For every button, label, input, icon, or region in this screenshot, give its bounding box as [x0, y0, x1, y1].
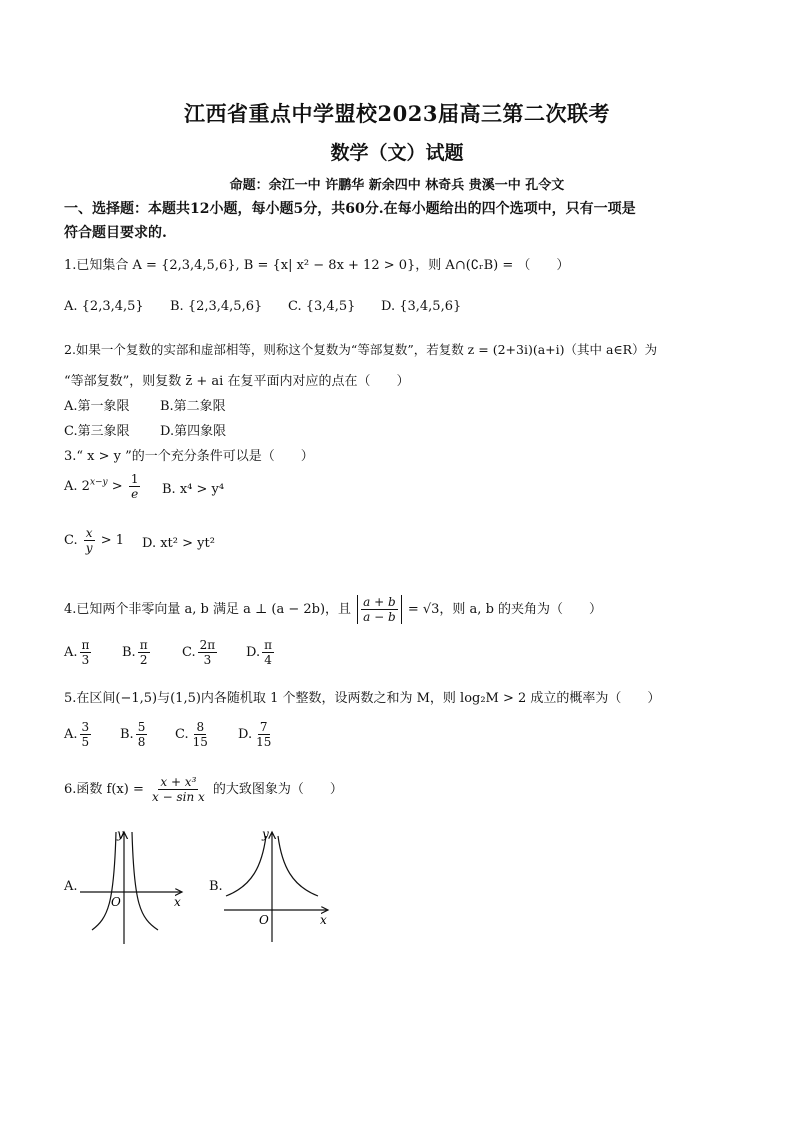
question-5-option-d: D. $\frac{7}{15}$: [238, 720, 272, 749]
question-3-option-d: D. xt² > yt²: [142, 536, 215, 551]
exam-subtitle: 数学（文）试题: [330, 142, 464, 164]
y-label: y: [117, 827, 124, 841]
question-4-stem: 4.已知两个非零向量 a, b 满足 a ⊥ (a − 2b)，且 $\frac{a + b}{a - b}$ = √3，则 a, b 的夹角为（ ）: [64, 595, 603, 624]
question-4-option-a: A. $\frac{\pi}{3}$: [64, 638, 90, 667]
question-2-option-c: C.第三象限: [64, 424, 130, 439]
exam-title: 江西省重点中学盟校2023届高三第二次联考: [184, 101, 610, 126]
question-2-option-b: B.第二象限: [160, 399, 226, 414]
question-4-option-b: B. $\frac{\pi}{2}$: [122, 638, 148, 667]
question-2-option-d: D.第四象限: [160, 424, 227, 439]
origin-label: O: [111, 895, 121, 909]
question-2-stem: 2.如果一个复数的实部和虚部相等，则称这个复数为“等部复数”，若复数 z = (2+3i)(a+i)（其中 a∈R）为: [64, 342, 658, 357]
question-1-option-a: A. {2,3,4,5}: [64, 299, 144, 314]
question-6-option-a-label: A.: [64, 879, 78, 894]
question-1-stem: 1.已知集合 A = {2,3,4,5,6}, B = {x| x² − 8x + 12 > 0}，则 A∩(∁ᵣB) = （ ）: [64, 258, 570, 273]
curve-left: [92, 832, 116, 930]
origin-label: O: [259, 913, 269, 927]
question-2-stem-cont: “等部复数”，则复数 z̄ + ai 在复平面内对应的点在（ ）: [64, 374, 410, 389]
question-6-option-b-label: B.: [209, 879, 223, 894]
question-1-option-b: B. {2,3,4,5,6}: [170, 299, 263, 314]
question-1-option-d: D. {3,4,5,6}: [381, 299, 462, 314]
curve-right: [132, 832, 158, 930]
question-4-option-d: D. $\frac{\pi}{4}$: [246, 638, 272, 667]
x-label: x: [320, 913, 327, 927]
curve-right: [278, 836, 318, 896]
question-6-graph-b: [222, 826, 334, 948]
question-2-option-a: A.第一象限: [64, 399, 130, 414]
question-5-option-b: B. $\frac{5}{8}$: [120, 720, 146, 749]
question-3-option-b: B. x⁴ > y⁴: [162, 482, 225, 497]
question-5-option-c: C. $\frac{8}{15}$: [175, 720, 208, 749]
question-1-option-c: C. {3,4,5}: [288, 299, 356, 314]
question-4-option-c: C. $\frac{2\pi}{3}$: [182, 638, 216, 667]
question-3-stem: 3.“ x > y ”的一个充分条件可以是（ ）: [64, 449, 314, 464]
question-3-option-a: A. $2^{x-y}$ > $\frac{1}{e}$: [64, 472, 139, 501]
question-5-option-a: A. $\frac{3}{5}$: [64, 720, 90, 749]
question-5-stem: 5.在区间(−1,5)与(1,5)内各随机取 1 个整数，设两数之和为 M，则 log₂M > 2 成立的概率为（ ）: [64, 691, 661, 706]
exam-authors: 命题：余江一中 许鹏华 新余四中 林奇兵 贵溪一中 孔令文: [229, 178, 565, 193]
section-heading-cont: 符合题目要求的.: [64, 225, 167, 241]
x-label: x: [174, 895, 181, 909]
question-6-graph-a: [78, 826, 188, 948]
question-6-stem: 6.函数 f(x) = $\frac{\text{x + x³}}{\text{x − sin x}}$ 的大致图象为（ ）: [64, 775, 343, 804]
curve-left: [226, 836, 266, 896]
section-heading: 一、选择题：本题共12小题，每小题5分，共60分.在每小题给出的四个选项中，只有一项是: [64, 201, 636, 217]
question-3-option-c: C. $\frac{x}{y}$ > 1: [64, 526, 124, 555]
y-label: y: [262, 827, 269, 841]
